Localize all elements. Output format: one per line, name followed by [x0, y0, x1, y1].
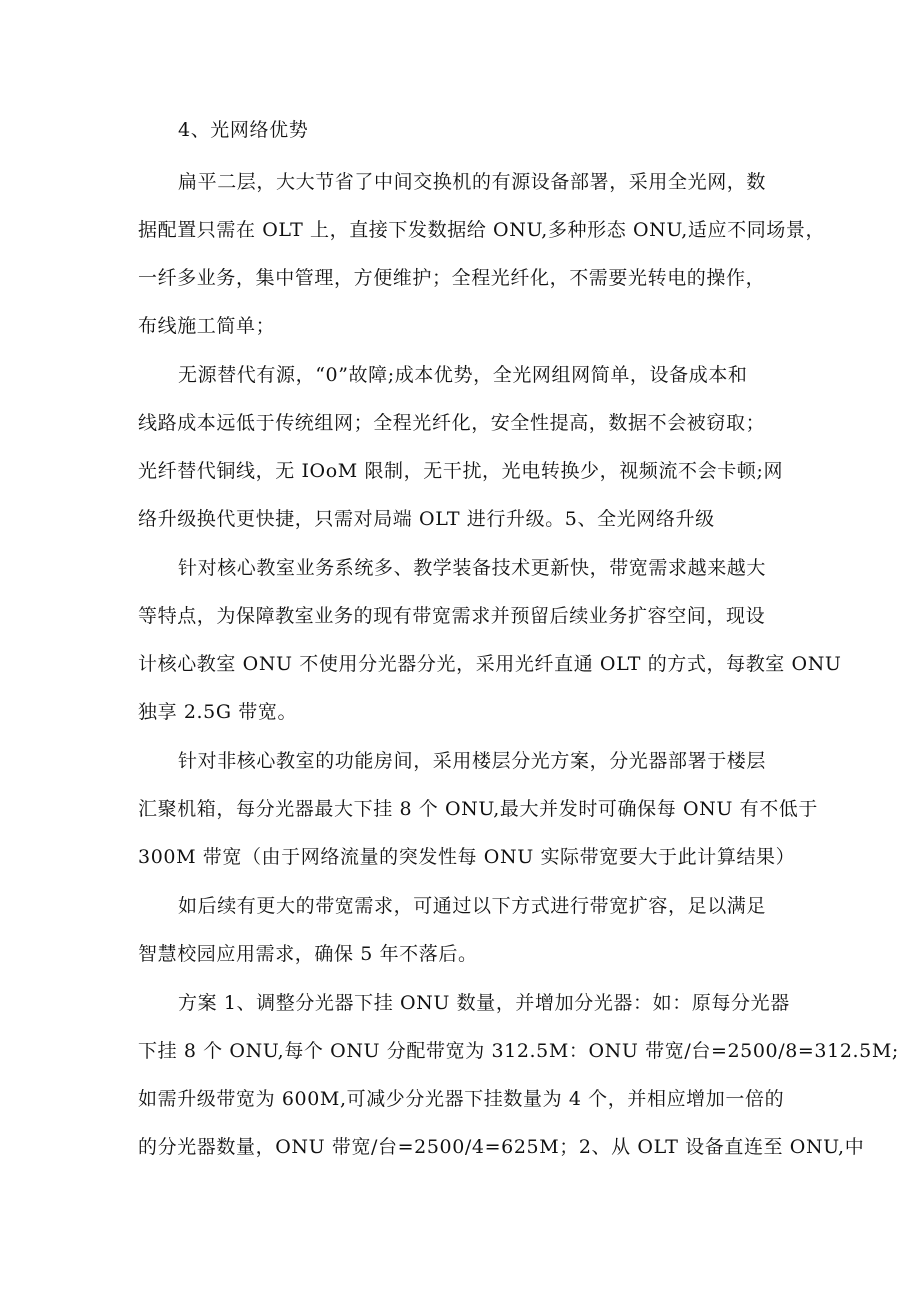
- paragraph-line: 汇聚机箱，每分光器最大下挂 8 个 ONU,最大并发时可确保每 ONU 有不低于: [138, 798, 819, 820]
- paragraph-line: 针对核心教室业务系统多、教学装备技术更新快，带宽需求越来越大: [178, 557, 767, 579]
- paragraph-line: 针对非核心教室的功能房间，采用楼层分光方案，分光器部署于楼层: [178, 750, 767, 772]
- paragraph-line: 智慧校园应用需求，确保 5 年不落后。: [138, 943, 478, 965]
- section-heading: 4、光网络优势: [178, 119, 309, 141]
- paragraph-line: 方案 1、调整分光器下挂 ONU 数量，并增加分光器：如：原每分光器: [178, 992, 790, 1014]
- paragraph-line: 的分光器数量，ONU 带宽/台=2500/4=625M；2、从 OLT 设备直连至 ONU,中: [138, 1136, 865, 1158]
- paragraph-line: 无源替代有源，“0”故障;成本优势，全光网组网简单，设备成本和: [178, 364, 748, 386]
- paragraph-line: 独享 2.5G 带宽。: [138, 701, 298, 723]
- paragraph-line: 扁平二层，大大节省了中间交换机的有源设备部署，采用全光网，数: [178, 171, 767, 193]
- paragraph-line: 线路成本远低于传统组网；全程光纤化，安全性提高，数据不会被窃取；: [138, 412, 766, 434]
- paragraph-line: 等特点，为保障教室业务的现有带宽需求并预留后续业务扩容空间，现设: [138, 605, 766, 627]
- paragraph-line: 计核心教室 ONU 不使用分光器分光，采用光纤直通 OLT 的方式，每教室 ONU: [138, 653, 842, 675]
- paragraph-line: 光纤替代铜线，无 IOoM 限制，无干扰，光电转换少，视频流不会卡顿;网: [138, 460, 784, 482]
- paragraph-line: 300M 带宽（由于网络流量的突发性每 ONU 实际带宽要大于此计算结果）: [138, 846, 796, 868]
- paragraph-line: 一纤多业务，集中管理，方便维护；全程光纤化，不需要光转电的操作，: [138, 267, 766, 289]
- paragraph-line: 下挂 8 个 ONU,每个 ONU 分配带宽为 312.5M：ONU 带宽/台=2500/8=312.5M;: [138, 1040, 899, 1062]
- paragraph-line: 如需升级带宽为 600M,可减少分光器下挂数量为 4 个，并相应增加一倍的: [138, 1088, 785, 1110]
- paragraph-line: 布线施工简单；: [138, 315, 276, 337]
- paragraph-line: 如后续有更大的带宽需求，可通过以下方式进行带宽扩容，足以满足: [178, 895, 767, 917]
- paragraph-line: 络升级换代更快捷，只需对局端 OLT 进行升级。5、全光网络升级: [138, 508, 715, 530]
- paragraph-line: 据配置只需在 OLT 上，直接下发数据给 ONU,多种形态 ONU,适应不同场景，: [138, 219, 826, 241]
